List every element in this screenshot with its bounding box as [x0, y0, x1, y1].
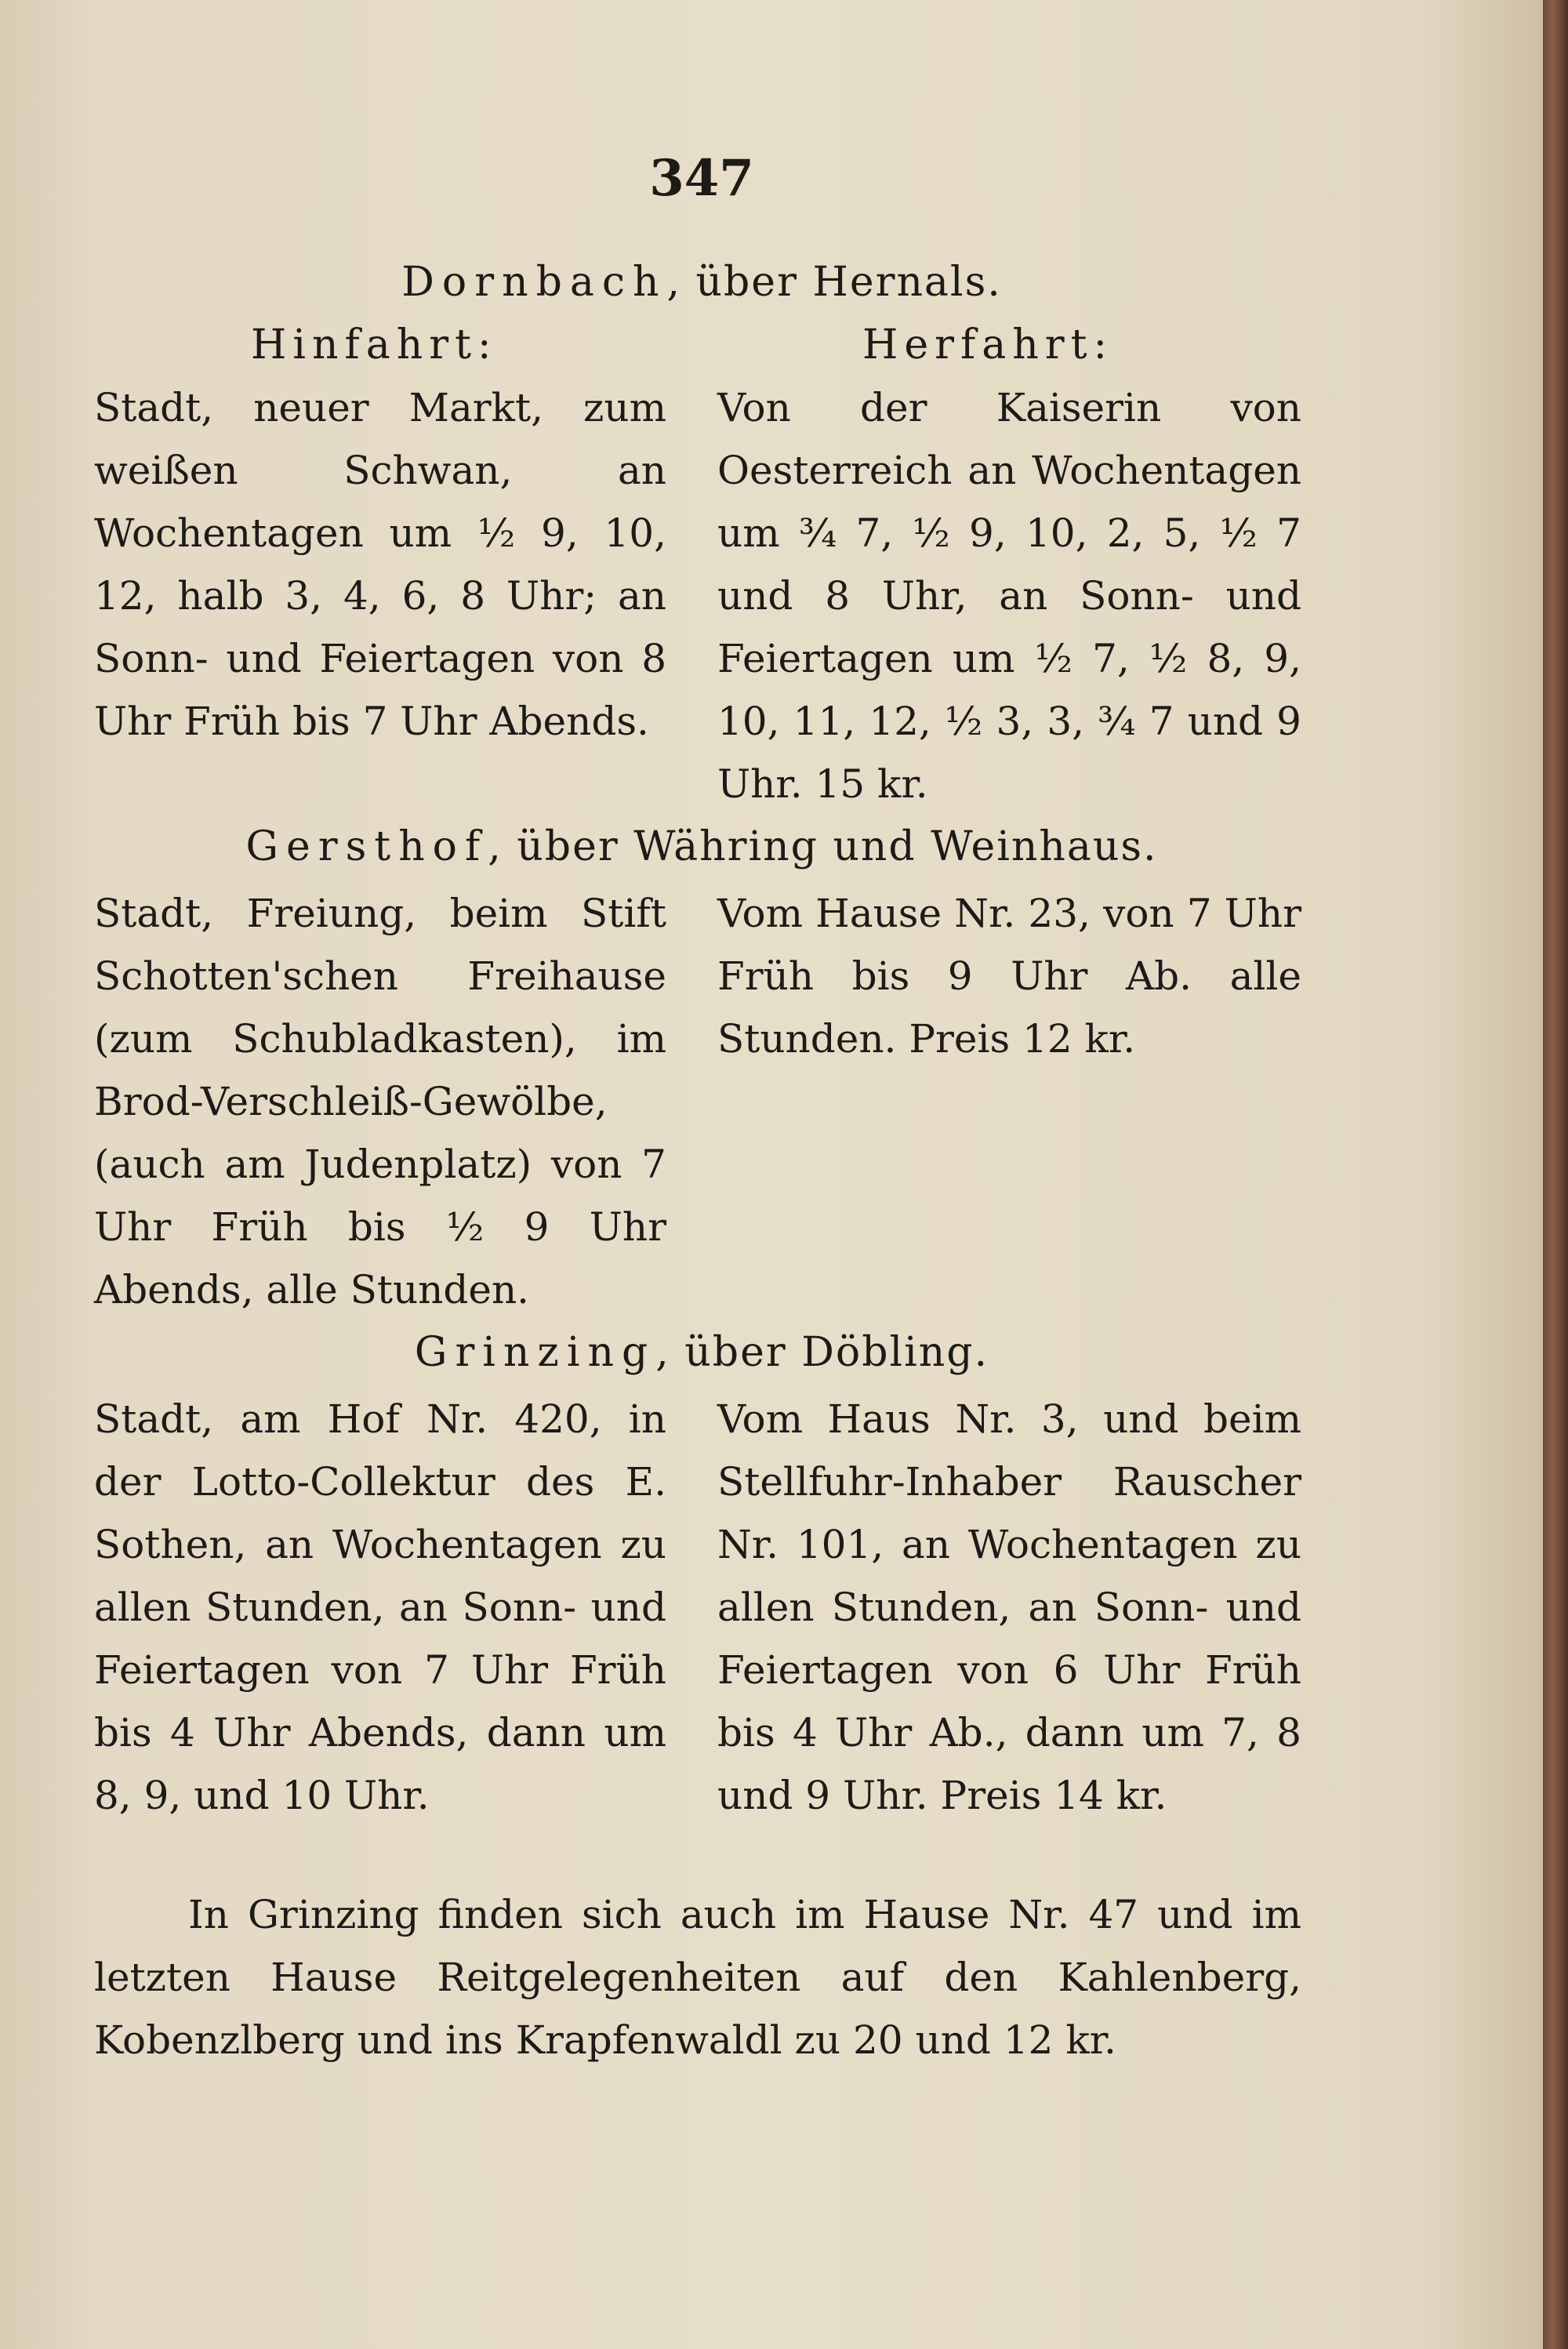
outbound-label: Hinfahrt:: [251, 321, 498, 369]
outbound-schedule-dornbach: Stadt, neuer Markt, zum weißen Schwan, an Wochentagen um ½ 9, 10, 12, halb 3, 4, 6, 8 Uhr; an Sonn- und Feiertagen von 8 Uhr Früh bis 7 Uhr Abends.: [94, 385, 666, 744]
book-spine-edge: [1543, 0, 1568, 2349]
section-heading-grinzing: [0, 1329, 1403, 1376]
section-heading-gersthof: [0, 823, 1403, 870]
place-name: Dornbach: [401, 259, 667, 306]
outbound-schedule-grinzing: Stadt, am Hof Nr. 420, in der Lotto-Collektur des E. Sothen, an Wochentagen zu allen Stunden, an Sonn- und Feiertagen von 7 Uhr Früh bis 4 Uhr Abends, dann um 8, 9, und 10 Uhr.: [94, 1396, 666, 1818]
return-schedule-dornbach: Von der Kaiserin von Oesterreich an Wochentagen um ¾ 7, ½ 9, 10, 2, 5, ½ 7 und 8 Uhr, an Sonn- und Feiertagen um ½ 7, ½ 8, 9, 10, 11, 12, ½ 3, 3, ¾ 7 und 9 Uhr. 15 kr.: [717, 385, 1301, 807]
place-name: Gersthof: [245, 823, 488, 870]
place-name: Grinzing: [414, 1329, 656, 1376]
route-via: , über Hernals.: [666, 259, 1002, 306]
riding-note: In Grinzing finden sich auch im Hause Nr. 47 und im letzten Hause Reitgelegenheiten auf den Kahlenberg, Kobenzlberg und ins Krapfenwaldl zu 20 und 12 kr.: [94, 1892, 1301, 2063]
page-number: 347: [649, 149, 754, 208]
route-via: , über Währing und Weinhaus.: [488, 823, 1158, 870]
route-via: , über Döbling.: [655, 1329, 989, 1376]
section-heading-dornbach: [0, 259, 1403, 306]
return-schedule-gersthof: Vom Hause Nr. 23, von 7 Uhr Früh bis 9 Uhr Ab. alle Stunden. Preis 12 kr.: [717, 891, 1301, 1062]
outbound-schedule-gersthof: Stadt, Freiung, beim Stift Schotten'schen Freihause (zum Schubladkasten), im Brod-Verschleiß-Gewölbe, (auch am Judenplatz) von 7 Uhr Früh bis ½ 9 Uhr Abends, alle Stunden.: [94, 891, 666, 1312]
return-schedule-grinzing: Vom Haus Nr. 3, und beim Stellfuhr-Inhaber Rauscher Nr. 101, an Wochentagen zu allen Stunden, an Sonn- und Feiertagen von 6 Uhr Früh bis 4 Uhr Ab., dann um 7, 8 und 9 Uhr. Preis 14 kr.: [717, 1396, 1301, 1818]
return-label: Herfahrt:: [862, 321, 1113, 369]
